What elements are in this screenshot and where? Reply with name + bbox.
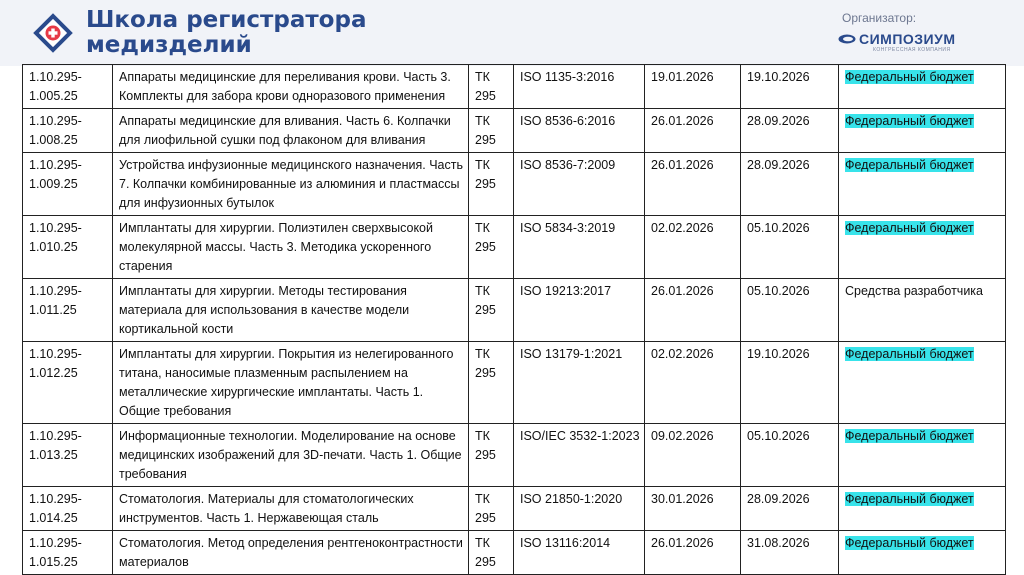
end-date: 05.10.2026 (747, 221, 810, 235)
standard-title: Стоматология. Метод определения рентгеноконтрастности материалов (119, 536, 463, 569)
start-date: 02.02.2026 (651, 347, 714, 361)
cell-tk (469, 216, 514, 279)
table-row (23, 424, 1006, 487)
school-logo-icon (30, 10, 76, 56)
cell-funding (839, 216, 1006, 279)
cell-tk (469, 531, 514, 575)
cell-name (113, 342, 469, 424)
end-date: 28.09.2026 (747, 158, 810, 172)
cell-end-date (741, 216, 839, 279)
cell-start-date (645, 109, 741, 153)
cell-code (23, 531, 113, 575)
cell-start-date (645, 216, 741, 279)
end-date: 28.09.2026 (747, 492, 810, 506)
funding-source: Федеральный бюджет (845, 347, 974, 361)
standard-title: Аппараты медицинские для вливания. Часть 6. Колпачки для лиофильной сушки под флаконом для вливания (119, 114, 451, 147)
end-date: 05.10.2026 (747, 429, 810, 443)
code-part-2: 1.010.25 (29, 240, 78, 254)
table-row (23, 216, 1006, 279)
tk-label: ТК (475, 536, 490, 550)
tk-number: 295 (475, 448, 496, 462)
cell-code (23, 65, 113, 109)
code-part-1: 1.10.295- (29, 536, 82, 550)
cell-name (113, 109, 469, 153)
code-part-2: 1.011.25 (29, 303, 77, 317)
tk-number: 295 (475, 89, 496, 103)
iso-reference: ISO 8536-6:2016 (520, 114, 616, 128)
tk-number: 295 (475, 366, 496, 380)
funding-source: Федеральный бюджет (845, 70, 974, 84)
cell-standard (514, 531, 645, 575)
code-part-2: 1.005.25 (29, 89, 78, 103)
page-title (86, 8, 366, 58)
cell-name (113, 65, 469, 109)
cell-start-date (645, 424, 741, 487)
tk-label: ТК (475, 284, 490, 298)
standard-title: Имплантаты для хирургии. Покрытия из нелегированного титана, наносимые плазменным распылением на металлические хирургические имплантаты. Часть 1. Общие требования (119, 347, 454, 418)
cell-code (23, 216, 113, 279)
cell-tk (469, 279, 514, 342)
cell-code (23, 487, 113, 531)
cell-start-date (645, 153, 741, 216)
cell-tk (469, 65, 514, 109)
cell-name (113, 531, 469, 575)
start-date: 26.01.2026 (651, 284, 714, 298)
iso-reference: ISO 5834-3:2019 (520, 221, 616, 235)
cell-funding (839, 424, 1006, 487)
cell-tk (469, 153, 514, 216)
standard-title: Аппараты медицинские для переливания крови. Часть 3. Комплекты для забора крови одноразового применения (119, 70, 451, 103)
cell-standard (514, 109, 645, 153)
funding-source: Федеральный бюджет (845, 429, 974, 443)
code-part-1: 1.10.295- (29, 114, 82, 128)
code-part-1: 1.10.295- (29, 284, 82, 298)
cell-start-date (645, 487, 741, 531)
tk-number: 295 (475, 177, 496, 191)
standards-table (22, 64, 1006, 575)
cell-standard (514, 487, 645, 531)
cell-name (113, 216, 469, 279)
cell-end-date (741, 487, 839, 531)
cell-name (113, 487, 469, 531)
tk-label: ТК (475, 114, 490, 128)
tk-label: ТК (475, 492, 490, 506)
iso-reference: ISO 19213:2017 (520, 284, 612, 298)
cell-funding (839, 65, 1006, 109)
standard-title: Информационные технологии. Моделирование на основе медицинских изображений для 3D-печати. Часть 1. Общие требования (119, 429, 462, 481)
code-part-2: 1.015.25 (29, 555, 78, 569)
tk-label: ТК (475, 158, 490, 172)
cell-tk (469, 487, 514, 531)
tk-label: ТК (475, 221, 490, 235)
start-date: 19.01.2026 (651, 70, 714, 84)
cell-funding (839, 342, 1006, 424)
table-row (23, 109, 1006, 153)
iso-reference: ISO 13116:2014 (520, 536, 611, 550)
cell-standard (514, 424, 645, 487)
table-row (23, 342, 1006, 424)
iso-reference: ISO 13179-1:2021 (520, 347, 623, 361)
funding-source: Федеральный бюджет (845, 221, 974, 235)
cell-code (23, 109, 113, 153)
start-date: 26.01.2026 (651, 158, 714, 172)
cell-standard (514, 342, 645, 424)
end-date: 19.10.2026 (747, 70, 810, 84)
code-part-1: 1.10.295- (29, 158, 82, 172)
start-date: 26.01.2026 (651, 114, 714, 128)
tk-number: 295 (475, 240, 496, 254)
code-part-1: 1.10.295- (29, 347, 82, 361)
end-date: 31.08.2026 (747, 536, 810, 550)
table-row (23, 65, 1006, 109)
standards-table-body (23, 65, 1006, 575)
cell-end-date (741, 531, 839, 575)
funding-source: Федеральный бюджет (845, 158, 974, 172)
funding-source: Федеральный бюджет (845, 114, 974, 128)
end-date: 05.10.2026 (747, 284, 810, 298)
cell-funding (839, 109, 1006, 153)
cell-name (113, 424, 469, 487)
header-banner (0, 0, 1024, 66)
cell-standard (514, 216, 645, 279)
funding-source: Средства разработчика (845, 284, 984, 298)
end-date: 19.10.2026 (747, 347, 810, 361)
start-date: 26.01.2026 (651, 536, 714, 550)
code-part-2: 1.014.25 (29, 511, 78, 525)
cell-end-date (741, 279, 839, 342)
cell-tk (469, 424, 514, 487)
iso-reference: ISO 21850-1:2020 (520, 492, 623, 506)
cell-tk (469, 109, 514, 153)
funding-source: Федеральный бюджет (845, 536, 974, 550)
brand-name: СИМПОЗИУМ (859, 31, 956, 47)
tk-number: 295 (475, 303, 496, 317)
brand-subtitle: КОНГРЕССНАЯ КОМПАНИЯ (873, 47, 951, 53)
cell-end-date (741, 65, 839, 109)
cell-standard (514, 65, 645, 109)
tk-number: 295 (475, 511, 496, 525)
code-part-2: 1.008.25 (29, 133, 78, 147)
cell-end-date (741, 424, 839, 487)
cell-funding (839, 279, 1006, 342)
tk-label: ТК (475, 429, 490, 443)
cell-start-date (645, 342, 741, 424)
code-part-1: 1.10.295- (29, 70, 82, 84)
iso-reference: ISO 1135-3:2016 (520, 70, 615, 84)
start-date: 30.01.2026 (651, 492, 714, 506)
cell-start-date (645, 65, 741, 109)
iso-reference: ISO 8536-7:2009 (520, 158, 616, 172)
cell-end-date (741, 109, 839, 153)
cell-start-date (645, 279, 741, 342)
code-part-2: 1.009.25 (29, 177, 78, 191)
standard-title: Имплантаты для хирургии. Методы тестирования материала для использования в качестве модели кортикальной кости (119, 284, 410, 336)
table-row (23, 279, 1006, 342)
title-line-1: Школа регистратора (86, 7, 367, 33)
start-date: 02.02.2026 (651, 221, 714, 235)
code-part-1: 1.10.295- (29, 429, 82, 443)
organizer-label: Организатор: (842, 11, 917, 25)
cell-name (113, 153, 469, 216)
code-part-2: 1.013.25 (29, 448, 78, 462)
cell-funding (839, 487, 1006, 531)
start-date: 09.02.2026 (651, 429, 714, 443)
table-row (23, 153, 1006, 216)
code-part-1: 1.10.295- (29, 221, 82, 235)
cell-code (23, 153, 113, 216)
cell-code (23, 424, 113, 487)
cell-funding (839, 531, 1006, 575)
cell-tk (469, 342, 514, 424)
iso-reference: ISO/IEC 3532-1:2023 (520, 429, 640, 443)
title-line-2: медизделий (86, 32, 252, 58)
table-row (23, 487, 1006, 531)
tk-label: ТК (475, 70, 490, 84)
code-part-1: 1.10.295- (29, 492, 82, 506)
end-date: 28.09.2026 (747, 114, 810, 128)
cell-code (23, 342, 113, 424)
code-part-2: 1.012.25 (29, 366, 78, 380)
cell-standard (514, 279, 645, 342)
cell-start-date (645, 531, 741, 575)
standard-title: Стоматология. Материалы для стоматологических инструментов. Часть 1. Нержавеющая сталь (119, 492, 414, 525)
cell-funding (839, 153, 1006, 216)
cell-end-date (741, 153, 839, 216)
table-row (23, 531, 1006, 575)
standard-title: Имплантаты для хирургии. Полиэтилен сверхвысокой молекулярной массы. Часть 3. Методика ускоренного старения (119, 221, 433, 273)
cell-code (23, 279, 113, 342)
tk-number: 295 (475, 555, 496, 569)
cell-name (113, 279, 469, 342)
tk-number: 295 (475, 133, 496, 147)
cell-end-date (741, 342, 839, 424)
organizer-brand (838, 31, 956, 47)
symposium-logo-icon (838, 34, 856, 44)
cell-standard (514, 153, 645, 216)
standard-title: Устройства инфузионные медицинского назначения. Часть 7. Колпачки комбинированные из алюминия и пластмассы для инфузионных бутылок (119, 158, 464, 210)
funding-source: Федеральный бюджет (845, 492, 974, 506)
tk-label: ТК (475, 347, 490, 361)
